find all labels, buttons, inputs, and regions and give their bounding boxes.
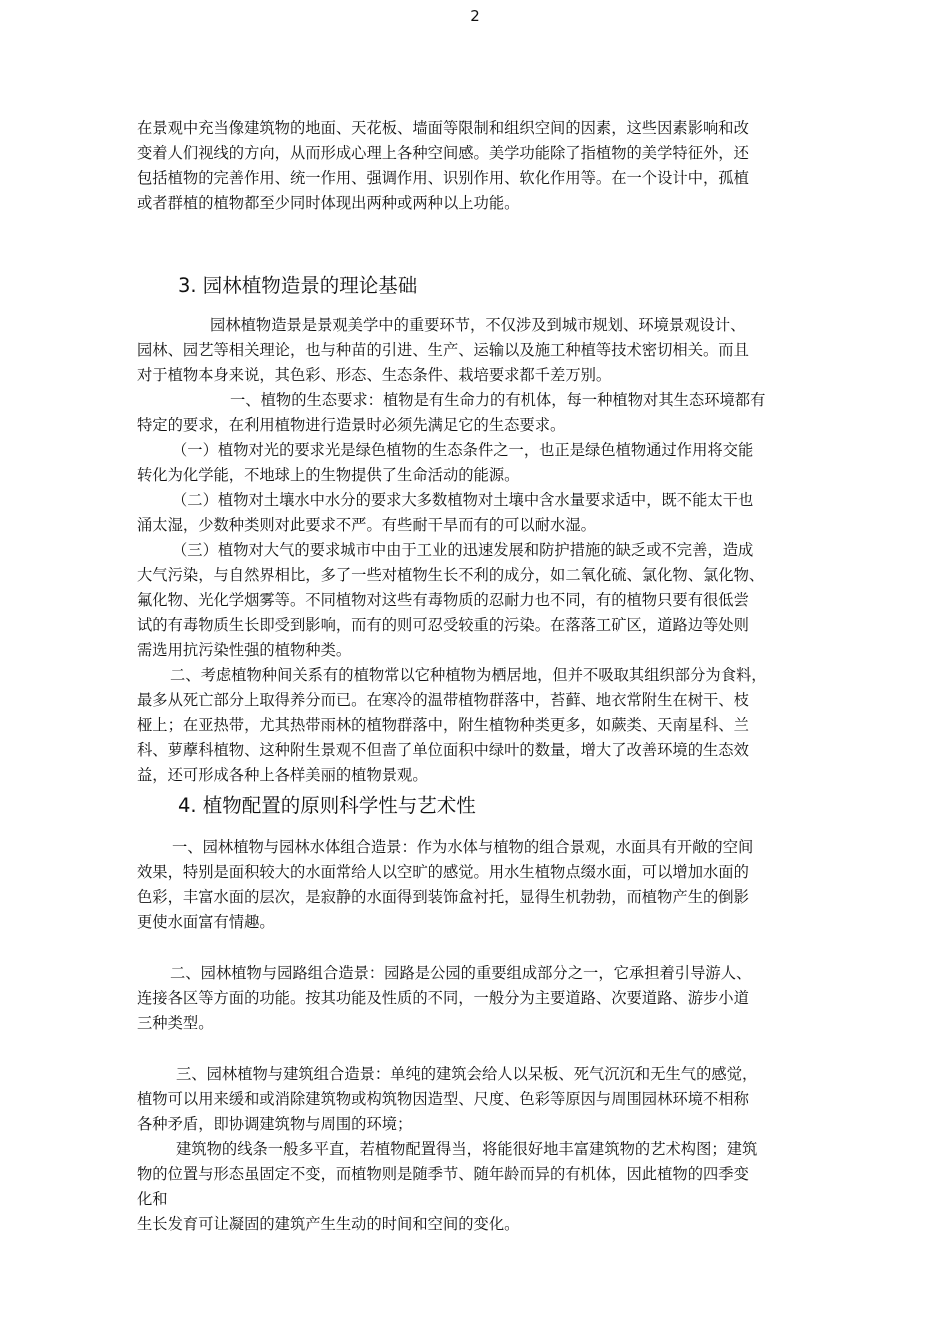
body-line: 生长发育可让凝固的建筑产生生动的时间和空间的变化。: [137, 1215, 520, 1233]
body-line: 试的有毒物质生长即受到影响，而有的则可忍受较重的污染。在落落工矿区，道路边等处则: [137, 616, 749, 634]
intro-line: 包括植物的完善作用、统一作用、强调作用、识别作用、软化作用等。在一个设计中，孤植: [137, 169, 749, 187]
body-line: 物的位置与形态虽固定不变，而植物则是随季节、随年龄而异的有机体，因此植物的四季变: [137, 1165, 749, 1183]
body-line: 连接各区等方面的功能。按其功能及性质的不同，一般分为主要道路、次要道路、游步小道: [137, 989, 749, 1007]
section-3-heading: 3. 园林植物造景的理论基础: [178, 274, 418, 297]
intro-line: 在景观中充当像建筑物的地面、天花板、墙面等限制和组织空间的因素，这些因素影响和改: [137, 119, 749, 137]
body-line: 效果，特别是面积较大的水面常给人以空旷的感觉。用水生植物点缀水面，可以增加水面的: [137, 863, 749, 881]
body-line: 最多从死亡部分上取得养分而已。在寒冷的温带植物群落中，苔藓、地衣常附生在树干、枝: [137, 691, 749, 709]
body-line: 更使水面富有情趣。: [137, 913, 275, 931]
body-line: 益，还可形成各种上各样美丽的植物景观。: [137, 766, 428, 784]
body-line: 特定的要求，在利用植物进行造景时必须先满足它的生态要求。: [137, 416, 566, 434]
body-line: 三种类型。: [137, 1014, 214, 1032]
body-line: 氟化物、光化学烟雾等。不同植物对这些有毒物质的忍耐力也不同，有的植物只要有很低尝: [137, 591, 749, 609]
body-line: 二、园林植物与园路组合造景：园路是公园的重要组成部分之一，它承担着引导游人、: [170, 964, 752, 982]
body-line: 建筑物的线条一般多平直，若植物配置得当，将能很好地丰富建筑物的艺术构图；建筑: [176, 1140, 758, 1158]
body-line: 科、萝藦科植物、这种附生景观不但啬了单位面积中绿叶的数量，增大了改善环境的生态效: [137, 741, 749, 759]
body-line: 二、考虑植物种间关系有的植物常以它种植物为栖居地，但并不吸取其组织部分为食料，: [170, 666, 767, 684]
body-line: （一）植物对光的要求光是绿色植物的生态条件之一，也正是绿色植物通过作用将交能: [172, 441, 754, 459]
body-line: 需选用抗污染性强的植物种类。: [137, 641, 352, 659]
body-line: 对于植物本身来说，其色彩、形态、生态条件、栽培要求都千差万别。: [137, 366, 612, 384]
page-number: 2: [470, 7, 480, 25]
intro-line: 或者群植的植物都至少同时体现出两种或两种以上功能。: [137, 194, 520, 212]
body-line: 园林、园艺等相关理论，也与种苗的引进、生产、运输以及施工种植等技术密切相关。而且: [137, 341, 749, 359]
body-line: 一、植物的生态要求：植物是有生命力的有机体，每一种植物对其生态环境都有: [230, 391, 766, 409]
body-line: 转化为化学能，不地球上的生物提供了生命活动的能源。: [137, 466, 520, 484]
body-line: 植物可以用来缓和或消除建筑物或构筑物因造型、尺度、色彩等原因与周围园林环境不相称: [137, 1090, 749, 1108]
body-line: 各种矛盾，即协调建筑物与周围的环境；: [137, 1115, 413, 1133]
body-line: 一、园林植物与园林水体组合造景：作为水体与植物的组合景观，水面具有开敞的空间: [172, 838, 754, 856]
body-line: 涌太湿，少数种类则对此要求不严。有些耐干旱而有的可以耐水湿。: [137, 516, 596, 534]
body-line: 化和: [137, 1190, 168, 1208]
body-line: 大气污染，与自然界相比，多了一些对植物生长不利的成分，如二氧化硫、氯化物、氯化物、: [137, 566, 765, 584]
body-line: 园林植物造景是景观美学中的重要环节，不仅涉及到城市规划、环境景观设计、: [210, 316, 746, 334]
intro-line: 变着人们视线的方向，从而形成心理上各种空间感。美学功能除了指植物的美学特征外，还: [137, 144, 749, 162]
body-line: 色彩，丰富水面的层次，是寂静的水面得到装饰盒衬托，显得生机勃勃，而植物产生的倒影: [137, 888, 749, 906]
section-4-heading: 4. 植物配置的原则科学性与艺术性: [178, 794, 476, 817]
body-line: （二）植物对土壤水中水分的要求大多数植物对土壤中含水量要求适中，既不能太干也: [172, 491, 754, 509]
body-line: 三、园林植物与建筑组合造景：单纯的建筑会给人以呆板、死气沉沉和无生气的感觉，: [176, 1065, 758, 1083]
body-line: 桠上；在亚热带，尤其热带雨林的植物群落中，附生植物种类更多，如蕨类、天南星科、兰: [137, 716, 749, 734]
body-line: （三）植物对大气的要求城市中由于工业的迅速发展和防护措施的缺乏或不完善，造成: [172, 541, 754, 559]
